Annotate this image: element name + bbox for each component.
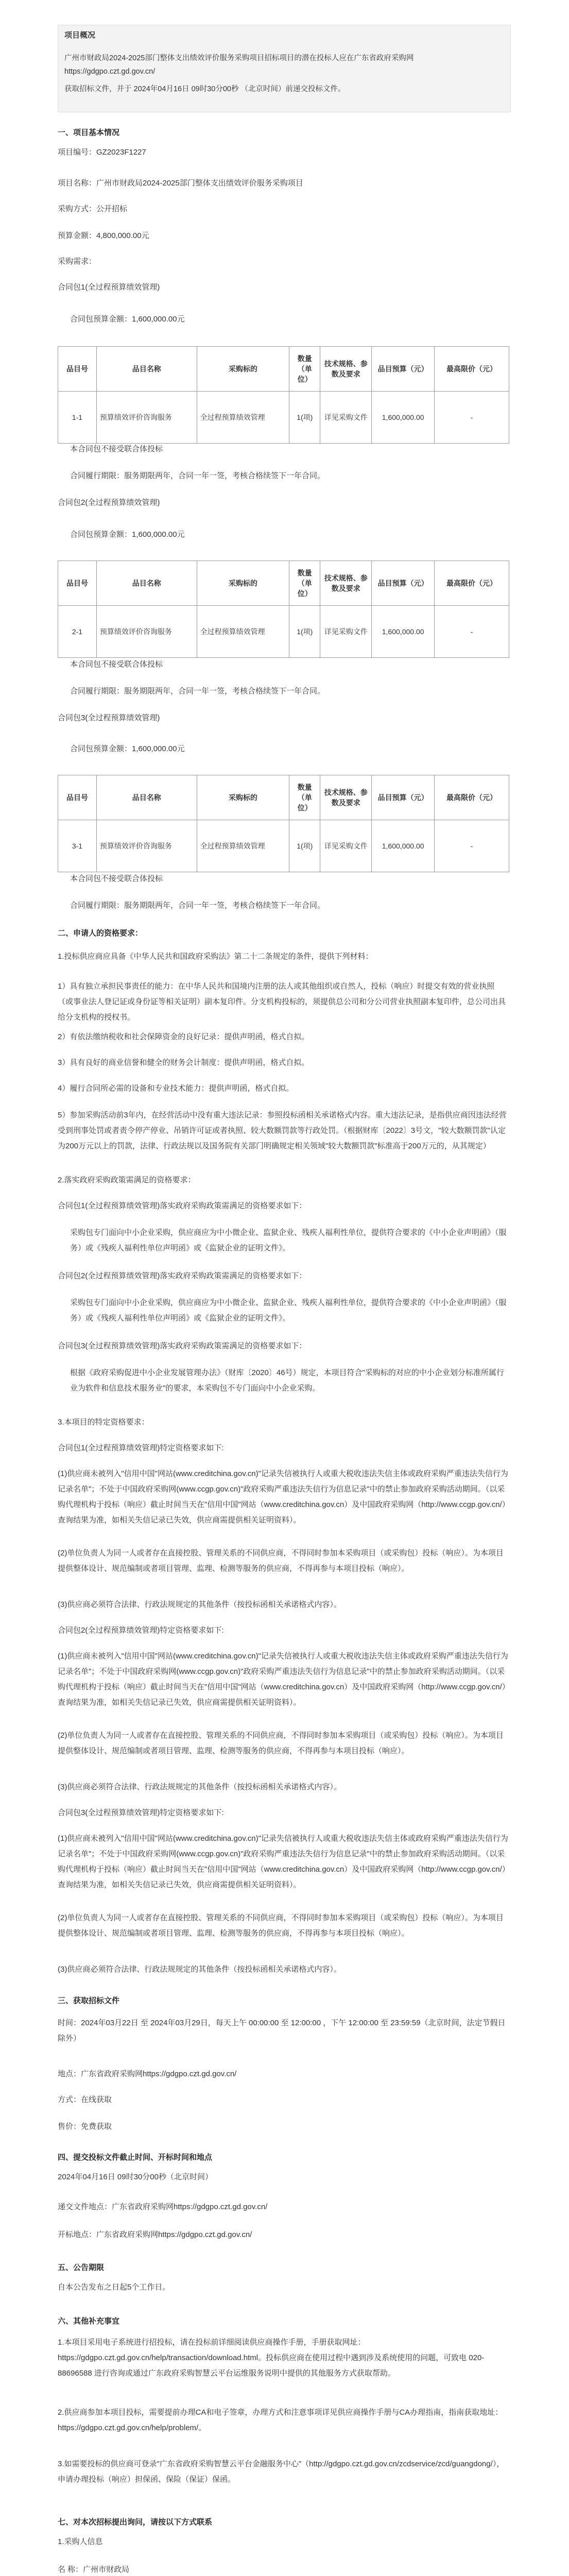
header-target: 采购标的	[197, 561, 289, 606]
policy-package-3: 合同包3(全过程预算绩效管理)落实政府采购政策需满足的资格要求如下：	[58, 1342, 307, 1350]
cell-item: 预算绩效评价咨询服务	[96, 392, 197, 444]
policy-requirement-title: 2.落实政府采购政策需满足的资格要求：	[58, 1176, 196, 1184]
qualification-5: 5）参加采购活动前3年内，在经营活动中没有重大违法记录：参照投标函相关承诺格式内容。重大违法记录，是指供应商因违法经营受到刑事处罚或者责令停产停业、吊销许可证或者执照、较大数额罚款等行政处罚。（根据财库〔2022〕3号文，"较大数额罚款"认定为200万元以上的罚款，法律、行政法规以及国务院有关部门明确规定相关领域"较大数额罚款"标准高于200万元的，从其规定）	[58, 1111, 507, 1150]
header-qty: 数量（单位）	[289, 775, 320, 820]
qualification-1: 1）具有独立承担民事责任的能力：在中华人民共和国境内注册的法人或其他组织或自然人，投标（响应）时提交有效的营业执照（或事业法人登记证或身份证等相关证明）副本复印件。分支机构投标的，须提供总公司和分公司营业执照副本复印件，总公司出具给分支机构的授权书。	[58, 982, 506, 1022]
header-target: 采购标的	[197, 347, 289, 392]
buyer-name: 名 称：广州市财政局	[58, 2565, 130, 2574]
section-3-title: 三、获取招标文件	[58, 1996, 120, 2005]
package-2-budget: 合同包预算金额：1,600,000.00元	[70, 530, 185, 539]
package-2-consortium: 本合同包不接受联合体投标	[70, 660, 163, 669]
header-item: 品目名称	[96, 347, 197, 392]
specific-package-2-c: (3)供应商必须符合法律、行政法规规定的其他条件（按投标函相关承诺格式内容）。	[58, 1783, 341, 1791]
package-2-table	[58, 561, 509, 658]
cell-no: 1-1	[58, 392, 97, 444]
overview-link[interactable]: https://gdgpo.czt.gd.gov.cn/	[64, 67, 156, 76]
cell-qty: 1(项)	[289, 606, 320, 658]
header-target: 采购标的	[197, 775, 289, 820]
package-2-title: 合同包2(全过程预算绩效管理)	[58, 498, 160, 507]
specific-package-2: 合同包2(全过程预算绩效管理)特定资格要求如下:	[58, 1626, 224, 1635]
header-item: 品目名称	[96, 561, 197, 606]
overview-line-3: 获取招标文件，并于 2024年04月16日 09时30分00秒 （北京时间）前递交投标文件。	[64, 85, 346, 93]
procurement-needs: 采购需求：	[58, 257, 97, 266]
cell-spec: 详见采购文件	[320, 392, 372, 444]
qualification-2: 2）有依法缴纳税收和社会保障资金的良好记录：提供声明函，格式自拟。	[58, 1032, 309, 1041]
project-number: 项目编号：GZ2023F1227	[58, 148, 146, 157]
policy-package-2-text: 采购包专门面向中小企业采购，供应商应为中小微企业、监狱企业、残疾人福利性单位，提供符合要求的《中小企业声明函》（服务）或《残疾人福利性单位声明函》或《监狱企业的证明文件》。	[70, 1298, 507, 1323]
policy-package-3-text: 根据《政府采购促进中小企业发展管理办法》（财库〔2020〕46号）规定，本项目符合"采购标的对应的中小企业划分标准所属行业为软件和信息技术服务业"的要求，本采购包不专门面向中小企业采购。	[70, 1368, 504, 1393]
submission-place: 递交文件地点：广东省政府采购网https://gdgpo.czt.gd.gov.cn/	[58, 2202, 268, 2211]
header-limit: 最高限价（元）	[435, 561, 509, 606]
specific-package-2-b: (2)单位负责人为同一人或者存在直接控股、管理关系的不同供应商，不得同时参加本采购项目（或采购包）投标（响应）。为本项目提供整体设计、规范编制或者项目管理、监理、检测等服务的供应商，不得再参与本项目投标（响应）。	[58, 1731, 504, 1755]
policy-package-1: 合同包1(全过程预算绩效管理)落实政府采购政策需满足的资格要求如下：	[58, 1201, 307, 1210]
header-item: 品目名称	[96, 775, 197, 820]
specific-package-1: 合同包1(全过程预算绩效管理)特定资格要求如下:	[58, 1444, 224, 1452]
table-row	[58, 392, 509, 444]
qualification-4: 4）履行合同所必需的设备和专业技术能力：提供声明函，格式自拟。	[58, 1084, 294, 1093]
specific-requirements-title: 3.本项目的特定资格要求：	[58, 1418, 149, 1427]
header-qty: 数量（单位）	[289, 561, 320, 606]
procurement-method: 采购方式：公开招标	[58, 205, 128, 213]
cell-item: 预算绩效评价咨询服务	[96, 606, 197, 658]
section-7-title: 七、对本次招标提出询问，请按以下方式联系	[58, 2518, 213, 2527]
document-place: 地点：广东省政府采购网https://gdgpo.czt.gd.gov.cn/	[58, 2070, 237, 2078]
header-no: 品目号	[58, 775, 97, 820]
package-3-title: 合同包3(全过程预算绩效管理)	[58, 714, 160, 722]
package-2-period: 合同履行期限：服务期限两年，合同一年一签，考核合格续签下一年合同。	[70, 687, 325, 696]
cell-max: 1,600,000.00	[372, 392, 435, 444]
package-1-consortium: 本合同包不接受联合体投标	[70, 445, 163, 453]
cell-max: 1,600,000.00	[372, 606, 435, 658]
package-1-period: 合同履行期限：服务期限两年，合同一年一签，考核合格续签下一年合同。	[70, 471, 325, 480]
notice-period: 自本公告发布之日起5个工作日。	[58, 2283, 170, 2292]
cell-spec: 详见采购文件	[320, 606, 372, 658]
header-spec: 技术规格、参数及要求	[320, 775, 372, 820]
specific-package-1-a: (1)供应商未被列入"信用中国"网站(www.creditchina.gov.cn)"记录失信被执行人或重大税收违法失信主体或政府采购严重违法失信行为记录名单"；不处于中国政府采购网(www.ccgp.gov.cn)"政府采购严重违法失信行为信息记录"中的禁止参加政府采购活动期间。（以采购代理机构于投标（响应）截止时间当天在"信用中国"网站（www.creditchina.gov.cn）及中国政府采购网（http://www.ccgp.gov.cn/）查询结果为准，如相关失信记录已失效，供应商需提供相关证明资料）。	[58, 1469, 508, 1524]
header-limit: 最高限价（元）	[435, 775, 509, 820]
section-2-title: 二、申请人的资格要求：	[58, 929, 143, 938]
cell-qty: 1(项)	[289, 392, 320, 444]
table-row	[58, 820, 509, 872]
table-header-row	[58, 775, 509, 820]
header-max: 品目预算（元）	[372, 347, 435, 392]
cell-qty: 1(项)	[289, 820, 320, 872]
project-overview-box	[58, 25, 511, 112]
section-1-title: 一、项目基本情况	[58, 128, 120, 137]
specific-package-2-a: (1)供应商未被列入"信用中国"网站(www.creditchina.gov.cn)"记录失信被执行人或重大税收违法失信主体或政府采购严重违法失信行为记录名单"；不处于中国政府采购网(www.ccgp.gov.cn)"政府采购严重违法失信行为信息记录"中的禁止参加政府采购活动期间。（以采购代理机构于投标（响应）截止时间当天在"信用中国"网站（www.creditchina.gov.cn）及中国政府采购网（http://www.ccgp.gov.cn/）查询结果为准，如相关失信记录已失效，供应商需提供相关证明资料）。	[58, 1652, 508, 1707]
project-name: 项目名称：广州市财政局2024-2025部门整体支出绩效评价服务采购项目	[58, 179, 303, 188]
section-4-title: 四、提交投标文件截止时间、开标时间和地点	[58, 2153, 213, 2162]
overview-title: 项目概况	[64, 31, 96, 40]
cell-limit: -	[435, 820, 509, 872]
cell-item: 预算绩效评价咨询服务	[96, 820, 197, 872]
specific-package-3-b: (2)单位负责人为同一人或者存在直接控股、管理关系的不同供应商，不得同时参加本采购项目（或采购包）投标（响应）。为本项目提供整体设计、规范编制或者项目管理、监理、检测等服务的供应商，不得再参与本项目投标（响应）。	[58, 1913, 504, 1938]
header-max: 品目预算（元）	[372, 775, 435, 820]
specific-package-1-b: (2)单位负责人为同一人或者存在直接控股、管理关系的不同供应商，不得同时参加本采购项目（或采购包）投标（响应）。为本项目提供整体设计、规范编制或者项目管理、监理、检测等服务的供应商，不得再参与本项目投标（响应）。	[58, 1549, 504, 1573]
specific-package-1-c: (3)供应商必须符合法律、行政法规规定的其他条件（按投标函相关承诺格式内容）。	[58, 1600, 341, 1609]
supplement-2: 2.供应商参加本项目投标，需要提前办理CA和电子签章，办理方式和注意事项详见供应商操作手册与CA办理指南，指南获取地址：https://gdgpo.czt.gd.gov.cn/help/problem/。	[58, 2408, 503, 2432]
qualification-intro: 1.投标供应商应具备《中华人民共和国政府采购法》第二十二条规定的条件，提供下列材料：	[58, 952, 373, 961]
cell-no: 2-1	[58, 606, 97, 658]
header-spec: 技术规格、参数及要求	[320, 561, 372, 606]
section-6-title: 六、其他补充事宜	[58, 2317, 120, 2326]
cell-max: 1,600,000.00	[372, 820, 435, 872]
cell-no: 3-1	[58, 820, 97, 872]
cell-spec: 详见采购文件	[320, 820, 372, 872]
package-3-budget: 合同包预算金额：1,600,000.00元	[70, 744, 185, 753]
package-1-title: 合同包1(全过程预算绩效管理)	[58, 283, 160, 292]
specific-package-3-a: (1)供应商未被列入"信用中国"网站(www.creditchina.gov.cn)"记录失信被执行人或重大税收违法失信主体或政府采购严重违法失信行为记录名单"；不处于中国政府采购网(www.ccgp.gov.cn)"政府采购严重违法失信行为信息记录"中的禁止参加政府采购活动期间。（以采购代理机构于投标（响应）截止时间当天在"信用中国"网站（www.creditchina.gov.cn）及中国政府采购网（http://www.ccgp.gov.cn/）查询结果为准，如相关失信记录已失效，供应商需提供相关证明资料）。	[58, 1834, 508, 1889]
cell-limit: -	[435, 606, 509, 658]
document-price: 售价：免费获取	[58, 2122, 112, 2131]
header-no: 品目号	[58, 347, 97, 392]
supplement-3: 3.如需要投标的供应商可登录"广东省政府采购智慧云平台金融服务中心"（http://gdgpo.czt.gd.gov.cn/zcdservice/zcd/guangdong/），申请办理投标（响应）担保函、保险（保证）保函。	[58, 2460, 505, 2484]
package-3-period: 合同履行期限：服务期限两年，合同一年一签，考核合格续签下一年合同。	[70, 901, 325, 910]
table-row	[58, 606, 509, 658]
package-3-consortium: 本合同包不接受联合体投标	[70, 874, 163, 883]
table-header-row	[58, 561, 509, 606]
buyer-title: 1.采购人信息	[58, 2537, 103, 2546]
header-spec: 技术规格、参数及要求	[320, 347, 372, 392]
header-qty: 数量（单位）	[289, 347, 320, 392]
specific-package-3-c: (3)供应商必须符合法律、行政法规规定的其他条件（按投标函相关承诺格式内容）。	[58, 1965, 341, 1974]
qualification-3: 3）具有良好的商业信誉和健全的财务会计制度：提供声明函，格式自拟。	[58, 1058, 309, 1067]
package-1-table	[58, 346, 509, 444]
cell-target: 全过程预算绩效管理	[197, 820, 289, 872]
opening-place: 开标地点：广东省政府采购网https://gdgpo.czt.gd.gov.cn/	[58, 2230, 252, 2239]
header-limit: 最高限价（元）	[435, 347, 509, 392]
package-1-budget: 合同包预算金额：1,600,000.00元	[70, 315, 185, 324]
supplement-1: 1.本项目采用电子系统进行招投标，请在投标前详细阅读供应商操作手册，手册获取网址：https://gdgpo.czt.gd.gov.cn/help/transaction/download.html。投标供应商在使用过程中遇到涉及系统使用的问题，可致电 020-88696588 进行咨询或通过广东政府采购智慧云平台运维服务说明中提供的其他服务方式获取帮助。	[58, 2338, 485, 2378]
policy-package-1-text: 采购包专门面向中小企业采购，供应商应为中小微企业、监狱企业、残疾人福利性单位，提供符合要求的《中小企业声明函》（服务）或《残疾人福利性单位声明函》或《监狱企业的证明文件》。	[70, 1228, 507, 1252]
submission-deadline: 2024年04月16日 09时30分00秒（北京时间）	[58, 2173, 213, 2181]
header-no: 品目号	[58, 561, 97, 606]
cell-target: 全过程预算绩效管理	[197, 392, 289, 444]
table-header-row	[58, 347, 509, 392]
cell-limit: -	[435, 392, 509, 444]
budget-amount: 预算金额：4,800,000.00元	[58, 231, 149, 240]
section-5-title: 五、公告期限	[58, 2263, 105, 2272]
document-time: 时间：2024年03月22日 至 2024年03月29日，每天上午 00:00:00 至 12:00:00 ，下午 12:00:00 至 23:59:59（北京时间，法定节假日除外）	[58, 2019, 506, 2043]
overview-line-1: 广州市财政局2024-2025部门整体支出绩效评价服务采购项目招标项目的潜在投标人应在广东省政府采购网	[64, 54, 414, 62]
cell-target: 全过程预算绩效管理	[197, 606, 289, 658]
header-max: 品目预算（元）	[372, 561, 435, 606]
package-3-table	[58, 775, 509, 872]
document-way: 方式：在线获取	[58, 2095, 112, 2104]
specific-package-3: 合同包3(全过程预算绩效管理)特定资格要求如下:	[58, 1808, 224, 1817]
policy-package-2: 合同包2(全过程预算绩效管理)落实政府采购政策需满足的资格要求如下：	[58, 1272, 307, 1280]
